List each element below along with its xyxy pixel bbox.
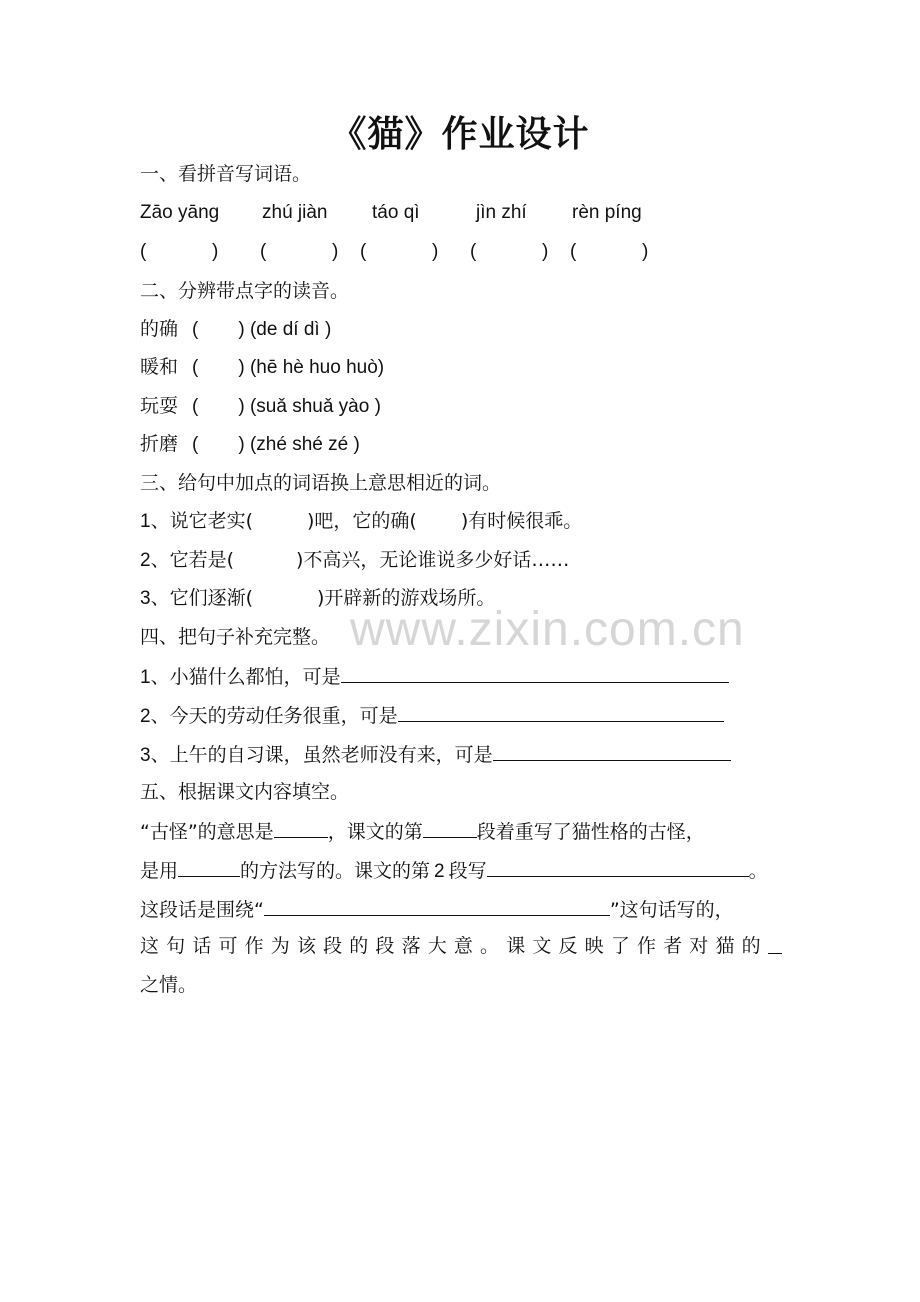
answer-blank[interactable] [398, 701, 724, 722]
paren-open: ( [360, 241, 367, 262]
answer-blank[interactable] [423, 817, 477, 838]
fill-line: 之情。 [140, 974, 198, 996]
section3-heading: 三、给句中加点的词语换上意思相近的词。 [140, 472, 502, 494]
sentence-item: 2、今天的劳动任务很重，可是 [140, 701, 724, 730]
synonym-item: 2、它若是( )不高兴，无论谁说多少好话…… [140, 549, 570, 571]
answer-blank[interactable] [264, 895, 610, 916]
section1-heading: 一、看拼音写词语。 [140, 163, 312, 185]
paren-open: ( [140, 241, 147, 262]
reading-item: 的确 ( ) (de dí dì ) [140, 318, 332, 340]
synonym-item: 3、它们逐渐( )开辟新的游戏场所。 [140, 587, 496, 609]
pinyin-item: rèn píng [572, 202, 642, 223]
answer-blank[interactable] [274, 817, 328, 838]
paren-close: ) [542, 241, 549, 262]
reading-item: 暖和 ( ) (hē hè huo huò) [140, 356, 385, 378]
paren-close: ) [642, 241, 649, 262]
fill-line: “古怪”的意思是 ，课文的第 段着重写了猫性格的古怪， [140, 817, 705, 845]
synonym-item: 1、说它老实( )吧，它的确( )有时候很乖。 [140, 510, 583, 532]
paren-close: ) [432, 241, 439, 262]
paren-open: ( [470, 241, 477, 262]
paren-close: ) [332, 241, 339, 262]
answer-blank-row [140, 239, 660, 265]
pinyin-item: táo qì [372, 202, 420, 223]
page-title: 《猫》作业设计 [330, 114, 590, 155]
answer-blank[interactable] [178, 856, 240, 877]
section4-heading: 四、把句子补充完整。 [140, 626, 331, 648]
sentence-item: 1、小猫什么都怕，可是 [140, 662, 729, 691]
answer-blank[interactable] [493, 740, 731, 761]
fill-line: 这 句 话 可 作 为 该 段 的 段 落 大 意 。 课 文 反 映 了 作 者 对 猫 的 [140, 933, 782, 959]
fill-line: 是用 的方法写的。课文的第 2 段写 。 [140, 856, 768, 885]
paren-open: ( [260, 241, 267, 262]
pinyin-item: zhú jiàn [262, 202, 328, 223]
watermark: www.zixin.com.cn [350, 603, 745, 656]
pinyin-row [140, 200, 700, 226]
section2-heading: 二、分辨带点字的读音。 [140, 280, 350, 302]
answer-blank[interactable] [768, 933, 782, 954]
sentence-item: 3、上午的自习课，虽然老师没有来，可是 [140, 740, 731, 769]
pinyin-item: jìn zhí [476, 202, 527, 223]
pinyin-item: Zāo yāng [140, 202, 220, 223]
paren-open: ( [570, 241, 577, 262]
answer-blank[interactable] [341, 662, 729, 683]
section5-heading: 五、根据课文内容填空。 [140, 781, 350, 803]
reading-item: 折磨 ( ) (zhé shé zé ) [140, 433, 360, 455]
paren-close: ) [212, 241, 219, 262]
fill-line: 这段话是围绕“ ”这句话写的， [140, 895, 734, 923]
answer-blank[interactable] [487, 856, 749, 877]
reading-item: 玩耍 ( ) (suǎ shuǎ yào ) [140, 395, 381, 417]
